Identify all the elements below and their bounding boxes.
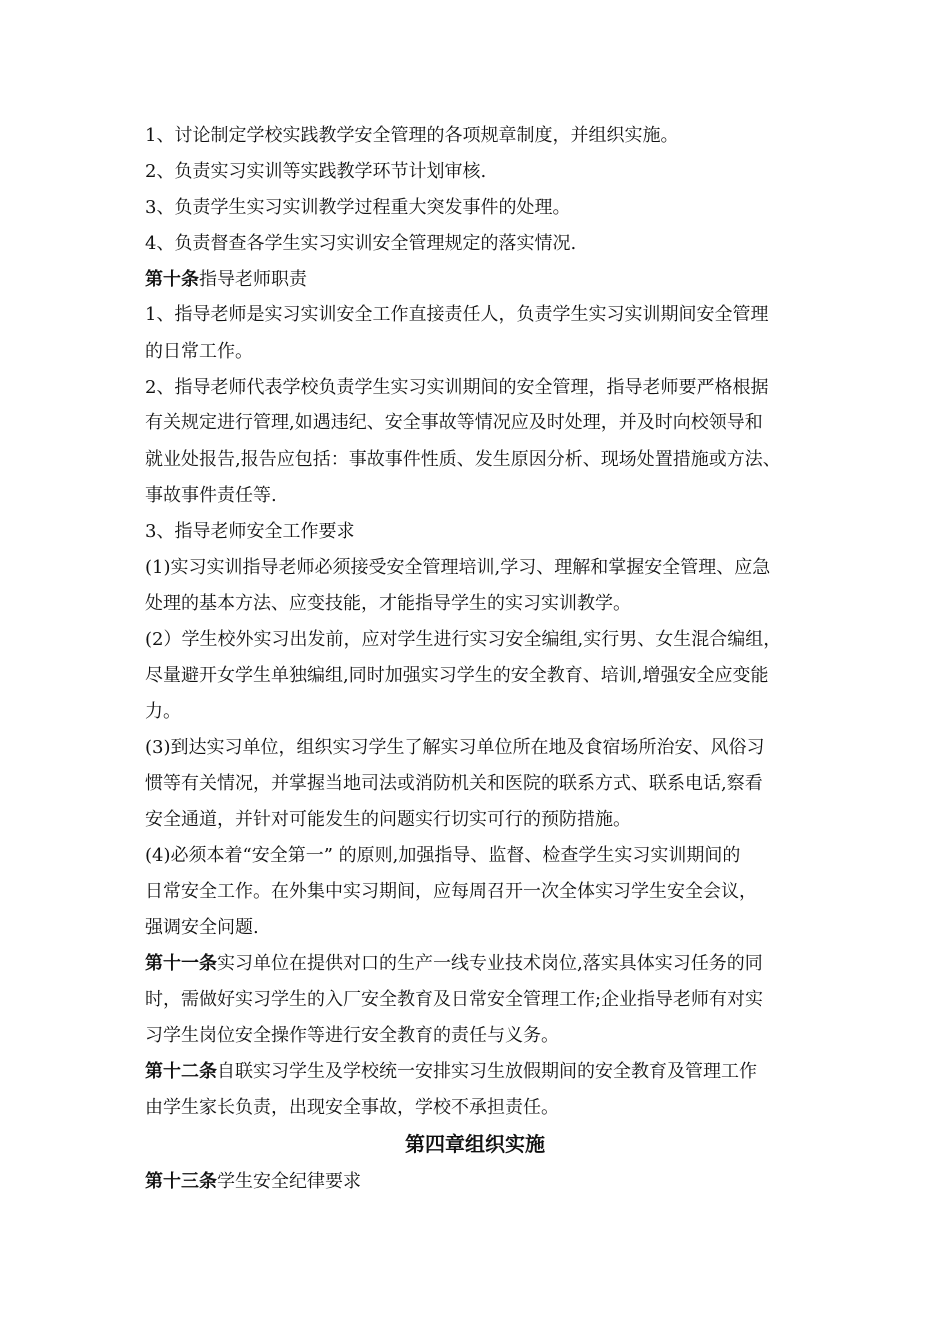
text-line: 事故事件责任等.	[145, 485, 277, 506]
article-number: 第十三条	[145, 1171, 217, 1192]
article-heading: 第十三条学生安全纪律要求	[145, 1171, 361, 1192]
text-line: 安全通道，并针对可能发生的问题实行切实可行的预防措施。	[145, 809, 631, 830]
text-line: 的日常工作。	[145, 341, 253, 362]
text-line: 由学生家长负责，出现安全事故，学校不承担责任。	[145, 1097, 559, 1118]
chapter-title: 第四章组织实施	[405, 1132, 545, 1156]
text-line: 3、指导老师安全工作要求	[145, 521, 355, 542]
text-line: 有关规定进行管理,如遇违纪、安全事故等情况应及时处理，并及时向校领导和	[145, 412, 763, 433]
text-line: 2、负责实习实训等实践教学环节计划审核.	[145, 161, 487, 182]
text-line: 1、指导老师是实习实训安全工作直接责任人，负责学生实习实训期间安全管理	[145, 304, 769, 325]
article-heading: 第十一条实习单位在提供对口的生产一线专业技术岗位,落实具体实习任务的同	[145, 953, 763, 974]
text-line: 时，需做好实习学生的入厂安全教育及日常安全管理工作;企业指导老师有对实	[145, 989, 764, 1010]
text-line: 4、负责督查各学生实习实训安全管理规定的落实情况.	[145, 233, 577, 254]
article-number: 第十二条	[145, 1061, 217, 1082]
text-line: 尽量避开女学生单独编组,同时加强实习学生的安全教育、培训,增强安全应变能	[145, 665, 769, 686]
article-number: 第十一条	[145, 953, 217, 974]
text-line: 惯等有关情况，并掌握当地司法或消防机关和医院的联系方式、联系电话,察看	[145, 773, 763, 794]
text-line: 习学生岗位安全操作等进行安全教育的责任与义务。	[145, 1025, 559, 1046]
text-line: 就业处报告,报告应包括：事故事件性质、发生原因分析、现场处置措施或方法、	[145, 449, 781, 470]
article-number: 第十条	[145, 269, 199, 290]
article-heading: 第十二条自联实习学生及学校统一安排实习生放假期间的安全教育及管理工作	[145, 1061, 757, 1082]
article-heading: 第十条指导老师职责	[145, 269, 307, 290]
text-line: 1、讨论制定学校实践教学安全管理的各项规章制度，并组织实施。	[145, 125, 679, 146]
text-line: 力。	[145, 701, 181, 722]
text-line: (2）学生校外实习出发前，应对学生进行实习安全编组,实行男、女生混合编组，	[145, 629, 782, 650]
text-line: 强调安全问题.	[145, 917, 259, 938]
text-line: 2、指导老师代表学校负责学生实习实训期间的安全管理，指导老师要严格根据	[145, 377, 769, 398]
text-line: 处理的基本方法、应变技能，才能指导学生的实习实训教学。	[145, 593, 631, 614]
text-line: (4)必须本着“安全第一” 的原则,加强指导、监督、检查学生实习实训期间的	[145, 845, 741, 866]
text-line: (3)到达实习单位，组织实习学生了解实习单位所在地及食宿场所治安、风俗习	[145, 737, 765, 758]
text-line: (1)实习实训指导老师必须接受安全管理培训,学习、理解和掌握安全管理、应急	[145, 557, 771, 578]
text-line: 3、负责学生实习实训教学过程重大突发事件的处理。	[145, 197, 571, 218]
text-line: 日常安全工作。在外集中实习期间，应每周召开一次全体实习学生安全会议，	[145, 881, 757, 902]
